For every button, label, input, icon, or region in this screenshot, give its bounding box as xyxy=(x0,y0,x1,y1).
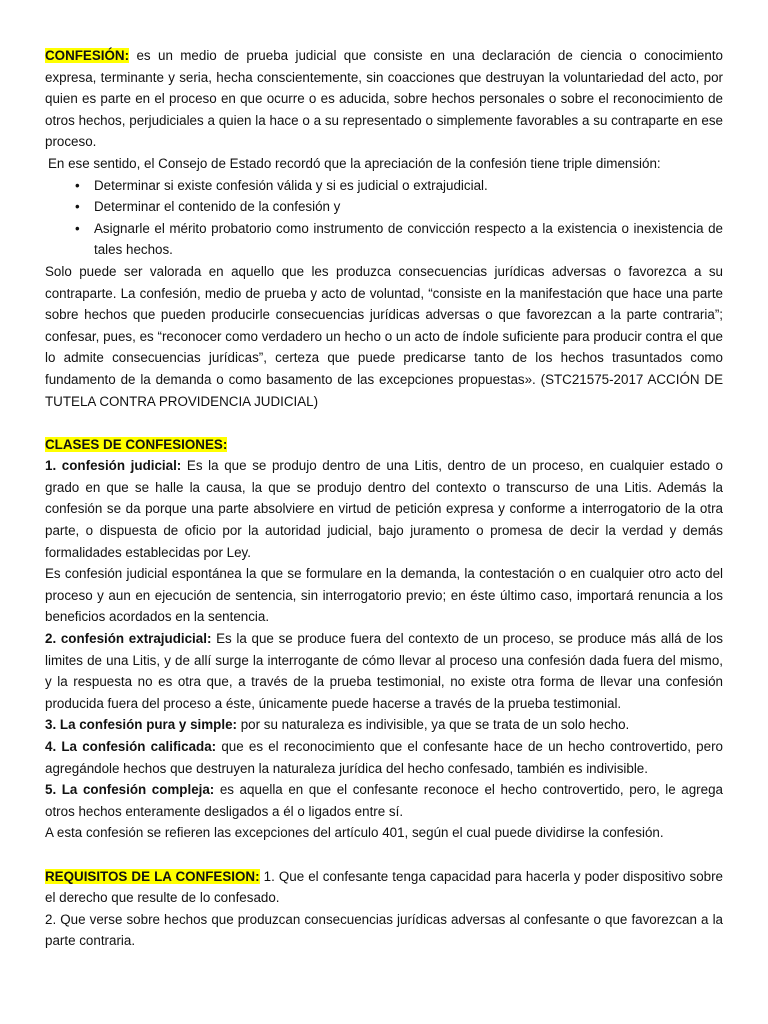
extrajudicial-label: 2. confesión extrajudicial: xyxy=(45,631,212,647)
spacer xyxy=(45,844,723,866)
confesion-term: CONFESIÓN: xyxy=(45,48,130,63)
extrajudicial-text: Es la que se produce fuera del contexto de un proceso, se produce más allá de los limites de una Litis, y de allí surge la interrogante de cómo llevar al proceso una confesión dada fuera del mismo, y la respuesta no es otra que, a través de la prueba testimonial, no existe otra forma de llevar una confesión producida fuera del proceso a éste, únicamente puede hacerse a través de la prueba testimonial. xyxy=(45,631,723,711)
bullet-icon: • xyxy=(75,220,80,236)
pura-text: por su naturaleza es indivisible, ya que se trata de un solo hecho. xyxy=(236,717,630,733)
judicial-label: 1. confesión judicial: xyxy=(45,458,182,474)
list-item xyxy=(45,218,723,261)
consejo-paragraph: En ese sentido, el Consejo de Estado recordó que la apreciación de la confesión tiene triple dimensión: xyxy=(48,155,661,171)
pura-label: 3. La confesión pura y simple: xyxy=(45,717,237,733)
compleja-text: es aquella en que el confesante reconoce el hecho controvertido, pero, le agrega otros hechos enteramente desligados a él o ligados entre sí. xyxy=(45,782,723,819)
spacer xyxy=(45,412,723,434)
bullet-icon: • xyxy=(75,177,80,193)
espontanea-paragraph: Es confesión judicial espontánea la que se formulare en la demanda, la contestación o en cualquier otro acto del proceso y aun en ejecución de sentencia, sin interrogatorio previo; en éste último caso, importará renuncia a los beneficios acordados en la sentencia. xyxy=(45,566,723,625)
compleja-paragraph xyxy=(45,779,723,822)
requisitos-heading: REQUISITOS DE LA CONFESION: xyxy=(45,868,260,884)
pura-paragraph xyxy=(45,714,723,736)
requisitos-item-2: 2. Que verse sobre hechos que produzcan consecuencias jurídicas adversas al confesante o que favorezcan a la parte contraria. xyxy=(45,911,723,949)
judicial-paragraph xyxy=(45,455,723,563)
calificada-paragraph xyxy=(45,736,723,779)
dimension-list xyxy=(45,175,723,261)
list-item xyxy=(45,175,723,197)
articulo-paragraph: A esta confesión se refieren las excepciones del artículo 401, según el cual puede dividirse la confesión. xyxy=(45,825,664,841)
confesion-definition: es un medio de prueba judicial que consiste en una declaración de ciencia o conocimiento expresa, terminante y seria, hecha conscientemente, sin coacciones que destruyan la voluntariedad del acto, por quien es parte en el proceso en que ocurre o es aducida, sobre hechos personales o sobre el reconocimiento de otros hechos, perjudiciales a quien la hace o a su representado o simplemente favorables a su contraparte en ese proceso. xyxy=(45,48,723,150)
intro-paragraph xyxy=(45,45,723,153)
requisitos-item-1: 1. Que el confesante tenga capacidad para hacerla y poder dispositivo sobre el derecho que resulte de lo confesado. xyxy=(45,868,723,906)
extrajudicial-paragraph xyxy=(45,628,723,714)
document-page xyxy=(45,45,723,952)
bullet-icon: • xyxy=(75,199,80,215)
calificada-label: 4. La confesión calificada: xyxy=(45,739,217,754)
clases-heading: CLASES DE CONFESIONES: xyxy=(45,436,228,452)
list-item xyxy=(45,196,723,218)
calificada-text: que es el reconocimiento que el confesante hace de un hecho controvertido, pero agregándole hechos que destruyen la naturaleza jurídica del hecho confesado, también es indivisible. xyxy=(45,739,723,776)
requisitos-paragraph xyxy=(45,866,723,909)
judicial-text: Es la que se produjo dentro de una Litis, dentro de un proceso, en cualquier estado o grado en que se halle la causa, la que se produjo dentro del contexto o transcurso de una Litis. Además la confesión se da porque una parte absolviere en virtud de petición expresa y conforme a interrogatorio de la otra parte, o dispuesta de oficio por la autoridad judicial, bajo juramento o promesa de decir la verdad y demás formalidades establecidas por Ley. xyxy=(45,458,723,560)
list-item-text: Determinar el contenido de la confesión y xyxy=(94,199,341,215)
compleja-label: 5. La confesión compleja: xyxy=(45,782,215,798)
closing-paragraph: Solo puede ser valorada en aquello que les produzca consecuencias jurídicas adversas o favorezca a su contraparte. La confesión, medio de prueba y acto de voluntad, “consiste en la manifestación que hace una parte sobre hechos que pueden producirle consecuencias jurídicas adversas o que favorezcan a la parte contraria”; confesar, pues, es “reconocer como verdadero un hecho o un acto de índole suficiente para producir contra el que lo admite consecuencias jurídicas”, certeza que puede predicarse tanto de los hechos trasuntados como fundamento de la demanda o como basamento de las excepciones propuestas». (STC21575-2017 ACCIÓN DE TUTELA CONTRA PROVIDENCIA JUDICIAL) xyxy=(45,263,723,409)
list-item-text: Determinar si existe confesión válida y si es judicial o extrajudicial. xyxy=(94,177,488,193)
list-item-text: Asignarle el mérito probatorio como instrumento de convicción respecto a la existencia o inexistencia de tales hechos. xyxy=(94,220,723,258)
clases-heading-line xyxy=(45,434,723,456)
